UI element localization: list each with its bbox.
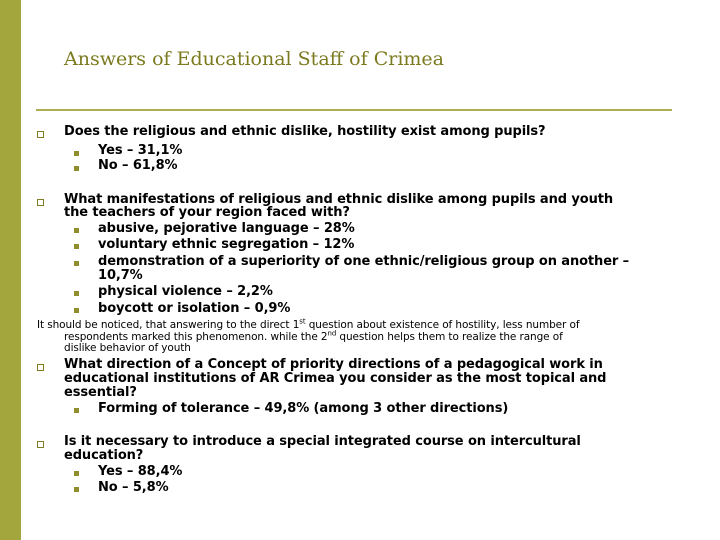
q2-answer-3: demonstration of a superiority of one ethnic/religious group on another – — [98, 254, 630, 269]
q2-answer-5: boycott or isolation – 0,9% — [98, 301, 291, 316]
q2-answer-3-continued: 10,7% — [98, 268, 143, 283]
question-4-line-1: Is it necessary to introduce a special integrated course on intercultural — [64, 434, 581, 449]
question-2-line-1: What manifestations of religious and ethnic dislike among pupils and youth — [64, 192, 614, 207]
q1-answer-no: No – 61,8% — [98, 158, 178, 173]
hollow-square-bullet-icon — [37, 131, 44, 138]
question-3-line-3: essential? — [64, 385, 137, 400]
note-line-2: respondents marked this phenomenon. while the 2nd question helps them to realize the range of — [64, 329, 563, 343]
square-bullet-icon — [74, 151, 79, 156]
q4-answer-yes: Yes – 88,4% — [98, 464, 183, 479]
hollow-square-bullet-icon — [37, 199, 44, 206]
square-bullet-icon — [74, 408, 79, 413]
hollow-square-bullet-icon — [37, 364, 44, 371]
slide-title: Answers of Educational Staff of Crimea — [64, 48, 444, 70]
q3-answer: Forming of tolerance – 49,8% (among 3 other directions) — [98, 401, 509, 416]
square-bullet-icon — [74, 291, 79, 296]
question-1: Does the religious and ethnic dislike, hostility exist among pupils? — [64, 124, 546, 139]
question-3-line-2: educational institutions of AR Crimea you consider as the most topical and — [64, 371, 607, 386]
note-line-3: dislike behavior of youth — [64, 342, 191, 354]
square-bullet-icon — [74, 471, 79, 476]
square-bullet-icon — [74, 228, 79, 233]
square-bullet-icon — [74, 487, 79, 492]
square-bullet-icon — [74, 244, 79, 249]
square-bullet-icon — [74, 166, 79, 171]
q2-answer-4: physical violence – 2,2% — [98, 284, 273, 299]
q2-answer-1: abusive, pejorative language – 28% — [98, 221, 355, 236]
hollow-square-bullet-icon — [37, 441, 44, 448]
q4-answer-no: No – 5,8% — [98, 480, 169, 495]
square-bullet-icon — [74, 308, 79, 313]
question-2-line-2: the teachers of your region faced with? — [64, 205, 350, 220]
question-3-line-1: What direction of a Concept of priority directions of a pedagogical work in — [64, 357, 603, 372]
left-accent-bar — [0, 0, 21, 540]
title-divider — [36, 109, 672, 111]
square-bullet-icon — [74, 261, 79, 266]
q2-answer-2: voluntary ethnic segregation – 12% — [98, 237, 355, 252]
q1-answer-yes: Yes – 31,1% — [98, 143, 183, 158]
note-line-1: It should be noticed, that answering to the direct 1st question about existence of hostility, less number of — [37, 317, 580, 331]
question-4-line-2: education? — [64, 448, 144, 463]
